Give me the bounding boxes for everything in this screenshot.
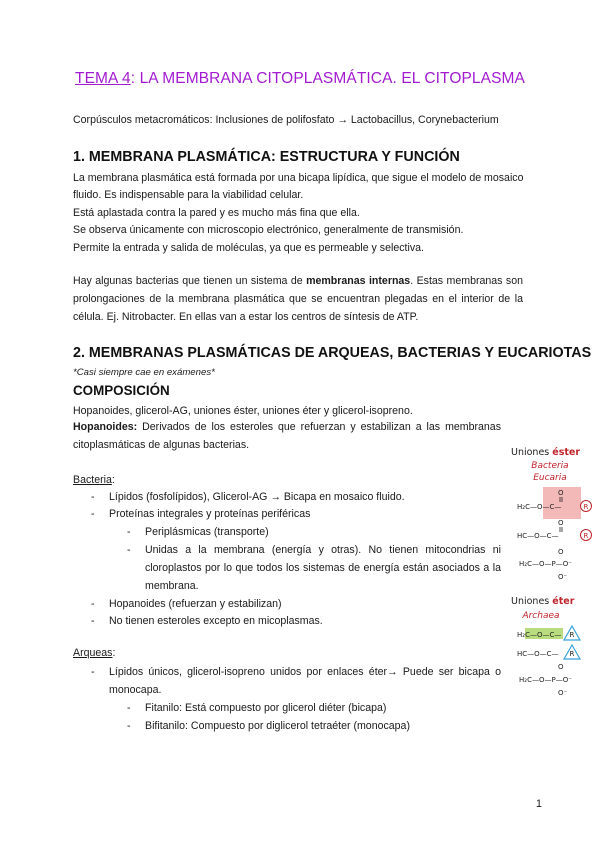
ester-figure-title: Uniones éster: [511, 447, 581, 458]
bullet-dash: -: [127, 702, 131, 714]
ester-bond-figure: [503, 438, 595, 586]
svg-text:H₂C—O—C—: H₂C—O—C—: [517, 503, 562, 511]
bullet-dash: -: [91, 666, 95, 678]
ester-figure-bacteria: Bacteria: [531, 461, 569, 471]
intro-line: Corpúsculos metacromáticos: Inclusiones de polifosfato → Lactobacillus, Corynebacterium: [73, 114, 499, 126]
svg-text:O: O: [558, 548, 564, 556]
svg-text:H₂C—O—C—: H₂C—O—C—: [517, 631, 562, 639]
bullet-dash: -: [127, 720, 131, 732]
svg-text:O: O: [558, 489, 564, 497]
svg-text:R: R: [583, 503, 589, 511]
bullet-dash: -: [127, 526, 131, 538]
arqueas-label: Arqueas:: [73, 647, 116, 659]
bullet-dash: -: [91, 598, 95, 610]
section1-line: La membrana plasmática está formada por una bicapa lipídica, que sigue el modelo de mosaico: [73, 172, 524, 184]
section1-line: fluido. Es indispensable para la viabilidad celular.: [73, 189, 304, 201]
title-topic: TEMA 4: [75, 70, 131, 87]
bacteria-item: Lípidos (fosfolípidos), Glicerol-AG → Bicapa en mosaico fluido.: [109, 491, 405, 503]
bacteria-subitem: Unidas a la membrana (energía y otras). No tienen mitocondrias ni cloroplastos por lo que todos los sistemas de energía están asociados a la membrana.: [145, 544, 501, 592]
ether-figure-title: Uniones éter: [511, 596, 575, 607]
bullet-dash: -: [91, 491, 95, 503]
svg-text:HC—O—C—: HC—O—C—: [517, 650, 559, 658]
svg-text:O: O: [558, 519, 564, 527]
ester-figure-eucaria: Eucaria: [533, 473, 567, 483]
bacteria-item: Proteínas integrales y proteínas periféricas: [109, 508, 311, 520]
title-rest: : LA MEMBRANA CITOPLASMÁTICA. EL CITOPLASMA: [130, 70, 525, 87]
internal-membranes-paragraph: Hay algunas bacterias que tienen un sistema de membranas internas. Estas membranas son prolongaciones de la membrana plasmática que se encuentran plegadas en el interior de la célula. Ej. Nitrobacter. En ellas van a estar los centros de síntesis de ATP.: [73, 275, 523, 323]
svg-text:O: O: [558, 663, 564, 671]
arqueas-item: Lípidos únicos, glicerol-isopreno unidos por enlaces éter→ Puede ser bicapa o monocapa.: [109, 666, 501, 696]
arqueas-subitem: Fitanilo: Está compuesto por glicerol diéter (bicapa): [145, 702, 387, 714]
svg-text:H₂C—O—P—O⁻: H₂C—O—P—O⁻: [519, 676, 572, 684]
ether-bond-figure: [503, 590, 595, 698]
bullet-dash: -: [127, 544, 131, 556]
svg-text:HC—O—C—: HC—O—C—: [517, 532, 559, 540]
svg-text:H₂C—O—P—O⁻: H₂C—O—P—O⁻: [519, 560, 572, 568]
svg-text:O⁻: O⁻: [558, 573, 568, 581]
svg-text:R: R: [569, 631, 575, 639]
exam-note: *Casi siempre cae en exámenes*: [73, 367, 215, 378]
svg-text:R: R: [583, 532, 589, 540]
ether-figure-archaea: Archaea: [522, 611, 560, 621]
hopanoides-definition: Hopanoides: Derivados de los esteroles que refuerzan y estabilizan a las membranas citoplasmáticas de algunas bacterias.: [73, 421, 501, 451]
bullet-dash: -: [91, 615, 95, 627]
page-number: 1: [536, 798, 542, 810]
page-title: [0, 70, 600, 88]
section1-heading: 1. MEMBRANA PLASMÁTICA: ESTRUCTURA Y FUNCIÓN: [73, 149, 460, 165]
bullet-dash: -: [91, 508, 95, 520]
composicion-heading: COMPOSICIÓN: [73, 383, 170, 398]
composition-line: Hopanoides, glicerol-AG, uniones éster, uniones éter y glicerol-isopreno.: [73, 405, 413, 417]
bold-term: membranas internas: [306, 275, 411, 287]
section1-line: Permite la entrada y salida de moléculas, ya que es permeable y selectiva.: [73, 242, 424, 254]
bacteria-item: No tienen esteroles excepto en micoplasmas.: [109, 615, 323, 627]
section1-line: Está aplastada contra la pared y es mucho más fina que ella.: [73, 207, 360, 219]
bacteria-label: Bacteria:: [73, 474, 115, 486]
section1-line: Se observa únicamente con microscopio electrónico, generalmente de transmisión.: [73, 224, 464, 236]
svg-text:O⁻: O⁻: [558, 689, 568, 697]
bacteria-item: Hopanoides (refuerzan y estabilizan): [109, 598, 282, 610]
svg-text:R: R: [569, 650, 575, 658]
bacteria-subitem: Periplásmicas (transporte): [145, 526, 269, 538]
arqueas-subitem: Bifitanilo: Compuesto por diglicerol tetraéter (monocapa): [145, 720, 410, 732]
section2-heading: 2. MEMBRANAS PLASMÁTICAS DE ARQUEAS, BACTERIAS Y EUCARIOTAS: [73, 345, 592, 361]
